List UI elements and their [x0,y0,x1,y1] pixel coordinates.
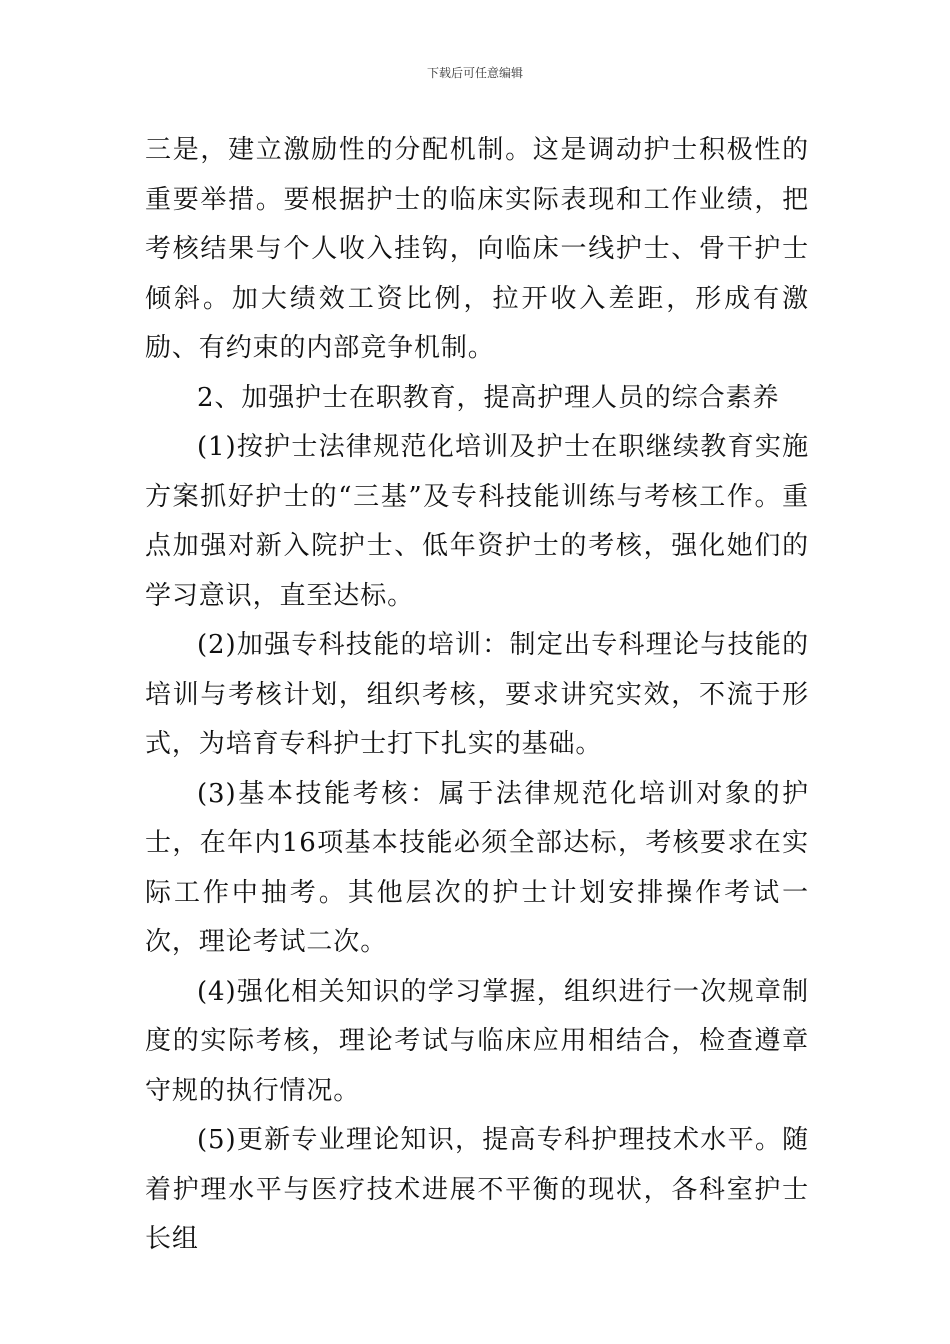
document-body [145,126,809,1265]
paragraph-item-5-update-knowledge: (5)更新专业理论知识，提高专科护理技术水平。随着护理水平与医疗技术进展不平衡的现状，各科室护士长组 [145,1125,809,1254]
paragraph-item-4-regulations-study: (4)强化相关知识的学习掌握，组织进行一次规章制度的实际考核，理论考试与临床应用相结合，检查遵章守规的执行情况。 [145,976,809,1106]
paragraph-item-3-basic-skills-assessment: (3)基本技能考核：属于法律规范化培训对象的护士，在年内16项基本技能必须全部达标，考核要求在实际工作中抽考。其他层次的护士计划安排操作考试一次，理论考试二次。 [145,778,809,957]
paragraph-incentive-mechanism: 三是，建立激励性的分配机制。这是调动护士积极性的重要举措。要根据护士的临床实际表现和工作业绩，把考核结果与个人收入挂钩，向临床一线护士、骨干护士倾斜。加大绩效工资比例，拉开收入差距，形成有激励、有约束的内部竞争机制。 [145,135,809,363]
paragraph-item-2-specialty-training: (2)加强专科技能的培训：制定出专科理论与技能的培训与考核计划，组织考核，要求讲究实效，不流于形式，为培育专科护士打下扎实的基础。 [145,630,809,759]
section-heading-in-service-education: 2、加强护士在职教育，提高护理人员的综合素养 [197,382,780,413]
paragraph-item-1-training-plan: (1)按护士法律规范化培训及护士在职继续教育实施方案抓好护士的“三基”及专科技能训练与考核工作。重点加强对新入院护士、低年资护士的考核，强化她们的学习意识，直至达标。 [145,432,809,611]
page-header-note: 下载后可任意编辑 [426,66,523,80]
